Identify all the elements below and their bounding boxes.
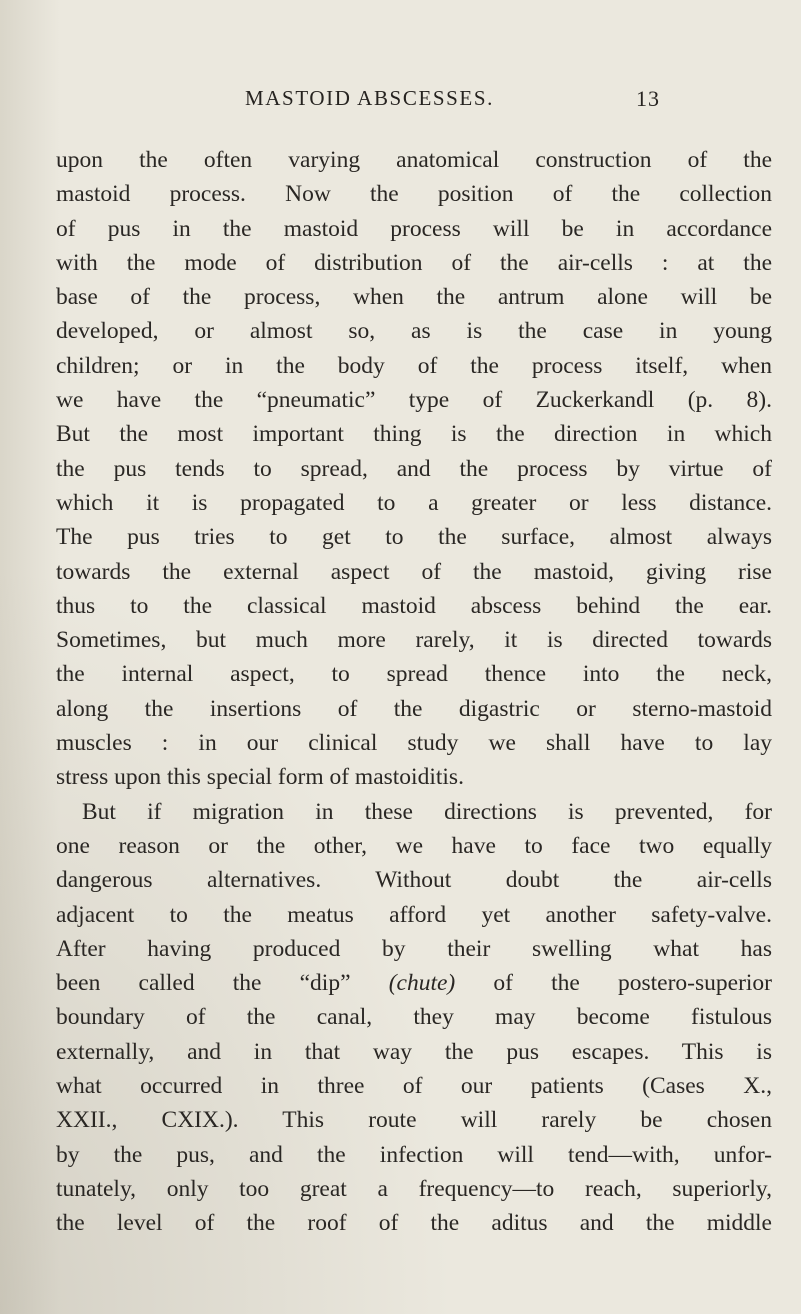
text-line: But the most important thing is the direction in which — [56, 421, 772, 448]
text-line: one reason or the other, we have to face two equally — [56, 832, 772, 859]
text-line: the pus tends to spread, and the process by virtue of — [56, 455, 772, 482]
text-line: children; or in the body of the process itself, when — [56, 352, 772, 379]
text-line: upon the often varying anatomical construction of the — [56, 147, 772, 173]
text-line: adjacent to the meatus afford yet another safety-valve. — [56, 901, 772, 928]
text-line: boundary of the canal, they may become fistulous — [56, 1004, 772, 1031]
text-line: developed, or almost so, as is the case in young — [56, 318, 772, 345]
text-line: the internal aspect, to spread thence into the neck, — [56, 661, 772, 688]
text-line: by the pus, and the infection will tend—with, unfor- — [56, 1141, 772, 1168]
text-line: muscles : in our clinical study we shall have to lay — [56, 730, 772, 757]
italic-term: (chute) — [388, 970, 456, 997]
text-line: what occurred in three of our patients (Cases X., — [56, 1073, 772, 1100]
text-line: with the mode of distribution of the air-cells : at the — [56, 249, 772, 276]
text-line: tunately, only too great a frequency—to reach, superiorly, — [56, 1175, 772, 1202]
text-line: XXII., CXIX.). This route will rarely be chosen — [56, 1107, 772, 1134]
text-line: But if migration in these directions is prevented, for — [82, 798, 772, 825]
text-line: After having produced by their swelling what has — [56, 935, 772, 962]
text-line: stress upon this special form of mastoiditis. — [56, 764, 464, 791]
body-text — [56, 143, 772, 1241]
text-line: Sometimes, but much more rarely, it is directed towards — [56, 627, 772, 654]
line-segment: been called the “dip” — [56, 970, 351, 997]
text-line: dangerous alternatives. Without doubt the air-cells — [56, 867, 772, 894]
line-segment: of the postero-superior — [493, 970, 772, 997]
text-line — [56, 966, 772, 1000]
running-head — [0, 86, 801, 122]
text-line: of pus in the mastoid process will be in accordance — [56, 215, 772, 242]
text-line: externally, and in that way the pus escapes. This is — [56, 1038, 772, 1065]
text-line: mastoid process. Now the position of the collection — [56, 181, 772, 208]
text-line: the level of the roof of the aditus and the middle — [56, 1210, 772, 1237]
text-line: base of the process, when the antrum alone will be — [56, 284, 772, 311]
text-line: The pus tries to get to the surface, almost always — [56, 524, 772, 551]
page-number: 13 — [636, 86, 660, 111]
text-line: thus to the classical mastoid abscess behind the ear. — [56, 592, 772, 619]
text-line: along the insertions of the digastric or sterno-mastoid — [56, 695, 772, 722]
text-line: towards the external aspect of the mastoid, giving rise — [56, 558, 772, 585]
text-line: we have the “pneumatic” type of Zuckerkandl (p. 8). — [56, 387, 772, 414]
chapter-title: MASTOID ABSCESSES. — [245, 86, 494, 110]
text-line: which it is propagated to a greater or less distance. — [56, 489, 772, 516]
